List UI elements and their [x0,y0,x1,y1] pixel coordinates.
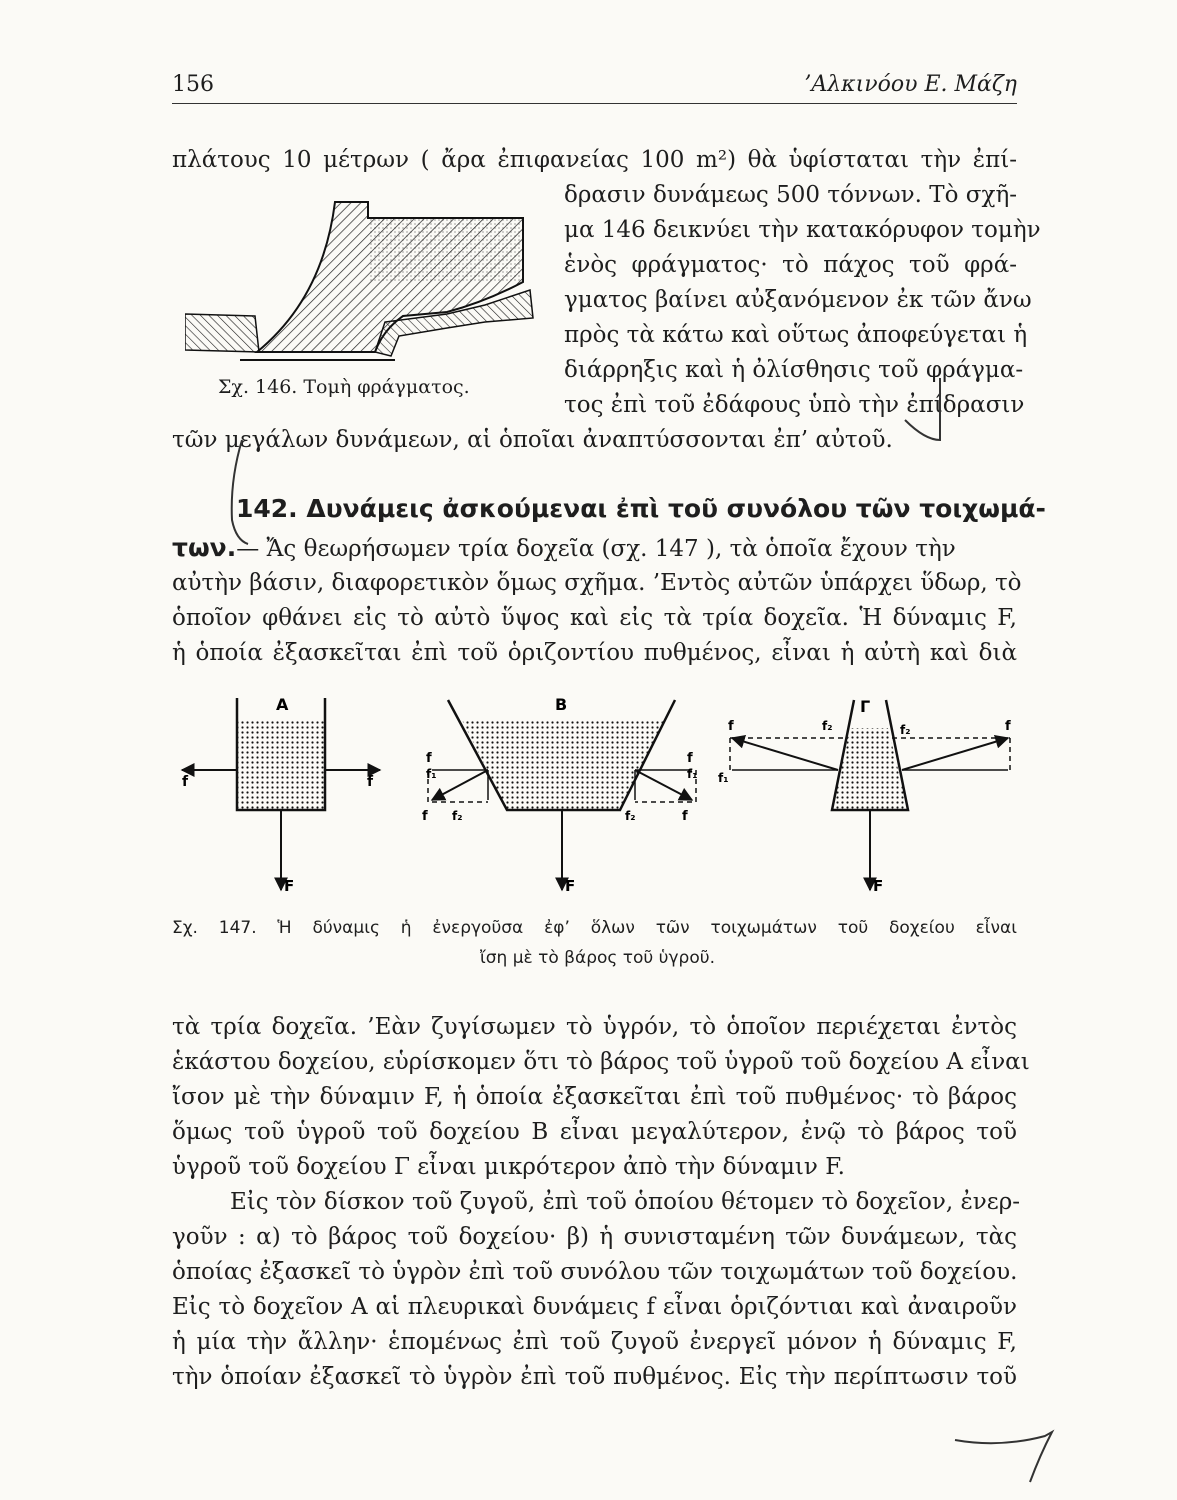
body-line: ὅμως τοῦ ὑγροῦ τοῦ δοχείου Β εἶναι μεγαλύτερον, ἐνῷ τὸ βάρος τοῦ [172,1119,1017,1145]
body-line: ὁποίας ἐξασκεῖ τὸ ὑγρὸν ἐπὶ τοῦ συνόλου τῶν τοιχωμάτων τοῦ δοχείου. [172,1259,1018,1285]
label-F: F [565,877,576,895]
intro-wrap-line: ἑνὸς φράγματος· τὸ πάχος τοῦ φρά- [564,252,1017,278]
label-F: F [873,877,884,895]
body-line: ἑκάστου δοχείου, εὑρίσκομεν ὅτι τὸ βάρος τοῦ ὑγροῦ τοῦ δοχείου Α εἶναι [172,1049,1030,1075]
label-f1: f₁ [687,767,698,781]
header-rule [172,103,1017,104]
label-f2: f₂ [452,809,463,823]
intro-last-line: τῶν μεγάλων δυνάμεων, αἱ ὁποῖαι ἀναπτύσσονται ἐπ’ αὐτοῦ. [172,427,893,453]
body-line: γοῦν : α) τὸ βάρος τοῦ δοχείου· β) ἡ συνισταμένη τῶν δυνάμεων, τὰς [172,1224,1017,1250]
three-vessels-figure [170,690,1030,905]
label-F: F [284,877,295,895]
section-line: ὁποῖον φθάνει εἰς τὸ αὐτὸ ὕψος καὶ εἰς τὰ τρία δοχεῖα. Ἡ δύναμις F, [172,605,1017,631]
section-heading-line1: 142. Δυνάμεις ἀσκούμεναι ἐπὶ τοῦ συνόλου τῶν τοιχωμά- [236,494,1046,523]
intro-wrap-line: γματος βαίνει αὐξανόμενον ἐκ τῶν ἄνω [564,287,1032,313]
label-f: f [687,751,693,766]
fig146-caption: Σχ. 146. Τομὴ φράγματος. [218,376,470,398]
body-line: Εἰς τὸν δίσκον τοῦ ζυγοῦ, ἐπὶ τοῦ ὁποίου θέτομεν τὸ δοχεῖον, ἐνερ- [230,1189,1020,1215]
label-f2: f₂ [900,723,911,737]
section-heading [236,494,1046,524]
label-g: Γ [860,697,871,716]
label-f: f [367,774,374,790]
intro-wrap-line: τος ἐπὶ τοῦ ἐδάφους ὑπὸ τὴν ἐπίδρασιν [564,392,1025,418]
page-number: 156 [172,72,214,97]
water-reservoir [368,218,523,282]
label-a: A [276,695,289,714]
label-f: f [1005,719,1011,734]
body-line: ἡ μία τὴν ἄλλην· ἑπομένως ἐπὶ τοῦ ζυγοῦ ἐνεργεῖ μόνον ἡ δύναμις F, [172,1329,1017,1355]
intro-wrap-line: διάρρηξις καὶ ἡ ὀλίσθησις τοῦ φράγμα- [564,357,1024,383]
label-f1: f₁ [426,767,437,781]
label-f: f [728,719,734,734]
ground-base [185,314,259,352]
body-line: τὰ τρία δοχεῖα. ’Εὰν ζυγίσωμεν τὸ ὑγρόν, τὸ ὁποῖον περιέχεται ἐντὸς [172,1014,1017,1040]
pencil-arrow-bottom [955,1432,1052,1482]
section-line: αὐτὴν βάσιν, διαφορετικὸν ὅμως σχῆμα. ’Εντὸς αὐτῶν ὑπάρχει ὕδωρ, τὸ [172,570,1022,596]
section-line-2 [172,533,1017,564]
label-f: f [682,809,688,824]
fig147-caption-line1: Σχ. 147. Ἡ δύναμις ἡ ἐνεργοῦσα ἐφ’ ὅλων τῶν τοιχωμάτων τοῦ δοχείου εἶναι [172,918,1017,938]
section-heading-line2: των. [172,533,237,562]
body-line: τὴν ὁποίαν ἐξασκεῖ τὸ ὑγρὸν ἐπὶ τοῦ πυθμένος. Εἰς τὴν περίπτωσιν τοῦ [172,1364,1017,1390]
label-f1: f₁ [718,771,729,785]
pencil-bracket-left [232,440,248,544]
vessel-a [182,695,380,895]
label-b: B [555,695,568,714]
intro-wrap-line: πρὸς τὰ κάτω καὶ οὕτως ἀποφεύγεται ἡ [564,322,1028,348]
intro-wrap-line: δρασιν δυνάμεως 500 τόννων. Τὸ σχῆ- [564,182,1017,208]
intro-line-1: πλάτους 10 μέτρων ( ἄρα ἐπιφανείας 100 m²) θὰ ὑφίσταται τὴν ἐπί- [172,147,1017,173]
label-f: f [422,809,428,824]
fig147-caption-line2: ἴση μὲ τὸ βάρος τοῦ ὑγροῦ. [480,948,715,968]
section-line-2-text: — Ἄς θεωρήσωμεν τρία δοχεῖα (σχ. 147 ), τὰ ὁποῖα ἔχουν τὴν [236,536,956,562]
label-f: f [182,774,189,790]
vessel-b [422,695,697,895]
vessel-g [718,697,1011,895]
section-line: ἡ ὁποία ἐξασκεῖται ἐπὶ τοῦ ὁριζοντίου πυθμένος, εἶναι ἡ αὐτὴ καὶ διὰ [172,640,1017,666]
label-f2: f₂ [822,719,833,733]
running-head: ’Αλκινόου Ε. Μάζη [804,72,1017,97]
intro-wrap-line: μα 146 δεικνύει τὴν κατακόρυφον τομὴν [564,217,1041,243]
dam-cross-section-figure [185,190,545,370]
body-line: ὑγροῦ τοῦ δοχείου Γ εἶναι μικρότερον ἀπὸ τὴν δύναμιν F. [172,1154,845,1180]
label-f2: f₂ [625,809,636,823]
body-line: ἴσον μὲ τὴν δύναμιν F, ἡ ὁποία ἐξασκεῖται ἐπὶ τοῦ πυθμένος· τὸ βάρος [172,1084,1017,1110]
body-line: Εἰς τὸ δοχεῖον Α αἱ πλευρικαὶ δυνάμεις f εἶναι ὁριζόντιαι καὶ ἀναιροῦν [172,1294,1017,1320]
label-f: f [426,751,432,766]
